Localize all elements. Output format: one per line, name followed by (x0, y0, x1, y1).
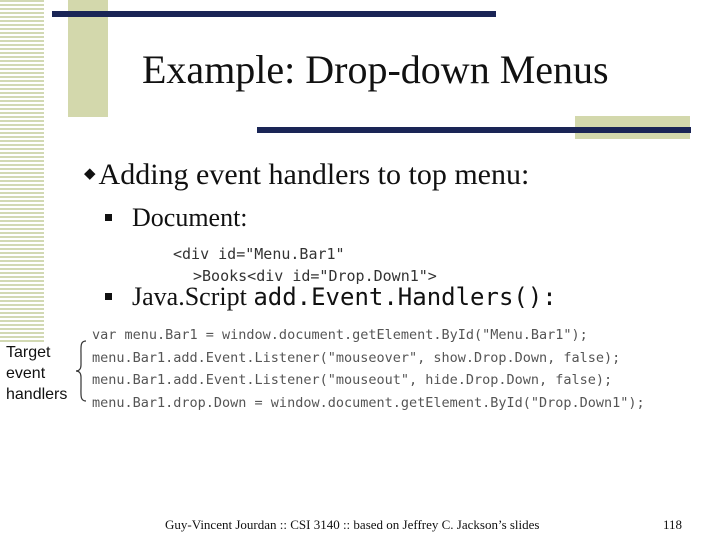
decorative-stripes (0, 0, 44, 342)
target-event-handlers-annotation (6, 342, 78, 405)
decorative-bar-mid (257, 127, 691, 133)
page-number: 118 (663, 517, 683, 532)
curly-brace-icon (74, 339, 88, 403)
code-line: menu.Bar1.add.Event.Listener("mouseover", show.Drop.Down, false); (92, 349, 621, 366)
javascript-code-block (92, 324, 645, 414)
code-line: var menu.Bar1 = window.document.getElement.ById("Menu.Bar1"); (92, 327, 588, 343)
diamond-bullet-icon: ◆ (84, 166, 96, 182)
sub-bullet-document (105, 203, 248, 233)
square-bullet-icon (105, 293, 112, 300)
decorative-block-top (68, 0, 108, 117)
decorative-bar-top (52, 11, 496, 17)
sub-bullet-label: Java.Script (132, 282, 247, 311)
code-line: <div id="Menu.Bar1" (173, 245, 345, 263)
code-line: >Books<div id="Drop.Down1"> (193, 267, 437, 285)
code-line: menu.Bar1.drop.Down = window.document.getElement.ById("Drop.Down1"); (92, 394, 645, 411)
document-code-block (173, 243, 437, 287)
sub-bullet-code: add.Event.Handlers(): (253, 283, 557, 311)
code-line: menu.Bar1.add.Event.Listener("mouseout", hide.Drop.Down, false); (92, 372, 613, 388)
main-bullet (84, 158, 529, 192)
square-bullet-icon (105, 214, 112, 221)
slide-footer: Guy-Vincent Jourdan :: CSI 3140 :: based on Jeffrey C. Jackson’s slides (165, 517, 540, 532)
annotation-line: Target (6, 344, 51, 361)
sub-bullet-javascript (105, 282, 557, 312)
annotation-line: event (6, 365, 46, 382)
slide-title: Example: Drop-down Menus (142, 47, 609, 92)
main-bullet-text: Adding event handlers to top menu: (98, 158, 530, 191)
sub-bullet-label: Document: (132, 203, 248, 232)
annotation-line: handlers (6, 386, 68, 403)
